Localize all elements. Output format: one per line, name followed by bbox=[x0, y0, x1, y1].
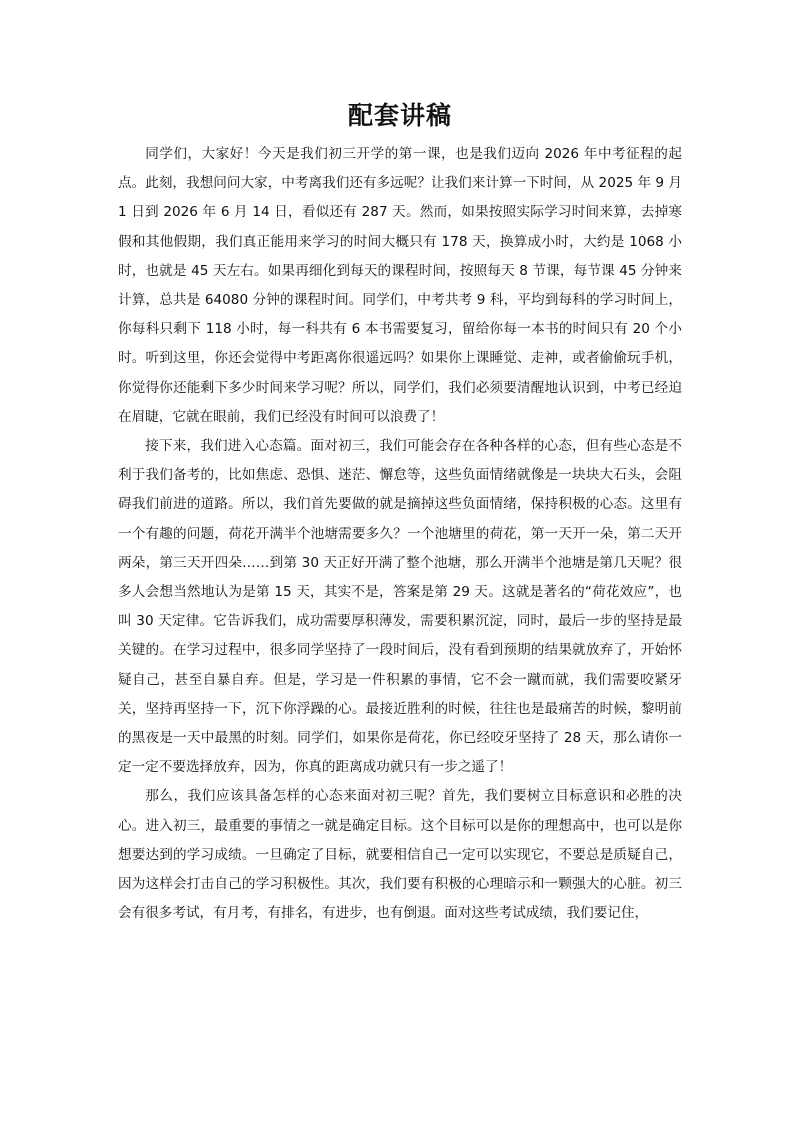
paragraph-mindset: 接下来，我们进入心态篇。面对初三，我们可能会存在各种各样的心态，但有些心态是不利于我们备考的，比如焦虑、恐惧、迷茫、懈怠等，这些负面情绪就像是一块块大石头，会阻碍我们前进的道路。所以，我们首先要做的就是摘掉这些负面情绪，保持积极的心态。这里有一个有趣的问题，荷花开满半个池塘需要多久？一个池塘里的荷花，第一天开一朵，第二天开两朵，第三天开四朵……到第 30 天正好开满了整个池塘，那么开满半个池塘是第几天呢？很多人会想当然地认为是第 15 天，其实不是，答案是第 29 天。这就是著名的“荷花效应”，也叫 30 天定律。它告诉我们，成功需要厚积薄发，需要积累沉淀，同时，最后一步的坚持是最关键的。在学习过程中，很多同学坚持了一段时间后，没有看到预期的结果就放弃了，开始怀疑自己，甚至自暴自弃。但是，学习是一件积累的事情，它不会一蹴而就，我们需要咬紧牙关，坚持再坚持一下，沉下你浮躁的心。最接近胜利的时候，往往也是最痛苦的时候，黎明前的黑夜是一天中最黑的时刻。同学们，如果你是荷花，你已经咬牙坚持了 28 天，那么请你一定一定不要选择放弃，因为，你真的距离成功就只有一步之遥了！ bbox=[118, 438, 682, 776]
paragraph-countdown: 同学们，大家好！今天是我们初三开学的第一课，也是我们迈向 2026 年中考征程的起点。此刻，我想问问大家，中考离我们还有多远呢？让我们来计算一下时间，从 2025 年 9 月 1 日到 2026 年 6 月 14 日，看似还有 287 天。然而，如果按照实际学习时间来算，去掉寒假和其他假期，我们真正能用来学习的时间大概只有 178 天，换算成小时，大约是 1068 小时，也就是 45 天左右。如果再细化到每天的课程时间，按照每天 8 节课，每节课 45 分钟来计算，总共是 64080 分钟的课程时间。同学们，中考共考 9 科，平均到每科的学习时间上，你每科只剩下 118 小时，每一科共有 6 本书需要复习，留给你每一本书的时间只有 20 个小时。听到这里，你还会觉得中考距离你很遥远吗？如果你上课睡觉、走神，或者偷偷玩手机，你觉得你还能剩下多少时间来学习呢？所以，同学们，我们必须要清醒地认识到，中考已经迫在眉睫，它就在眼前，我们已经没有时间可以浪费了！ bbox=[118, 146, 682, 425]
paragraph-attitude: 那么，我们应该具备怎样的心态来面对初三呢？首先，我们要树立目标意识和必胜的决心。进入初三，最重要的事情之一就是确定目标。这个目标可以是你的理想高中，也可以是你想要达到的学习成绩。一旦确定了目标，就要相信自己一定可以实现它，不要总是质疑自己，因为这样会打击自己的学习积极性。其次，我们要有积极的心理暗示和一颗强大的心脏。初三会有很多考试，有月考，有排名，有进步，也有倒退。面对这些考试成绩，我们要记住， bbox=[118, 788, 682, 922]
document-title: 配套讲稿 bbox=[347, 101, 452, 130]
